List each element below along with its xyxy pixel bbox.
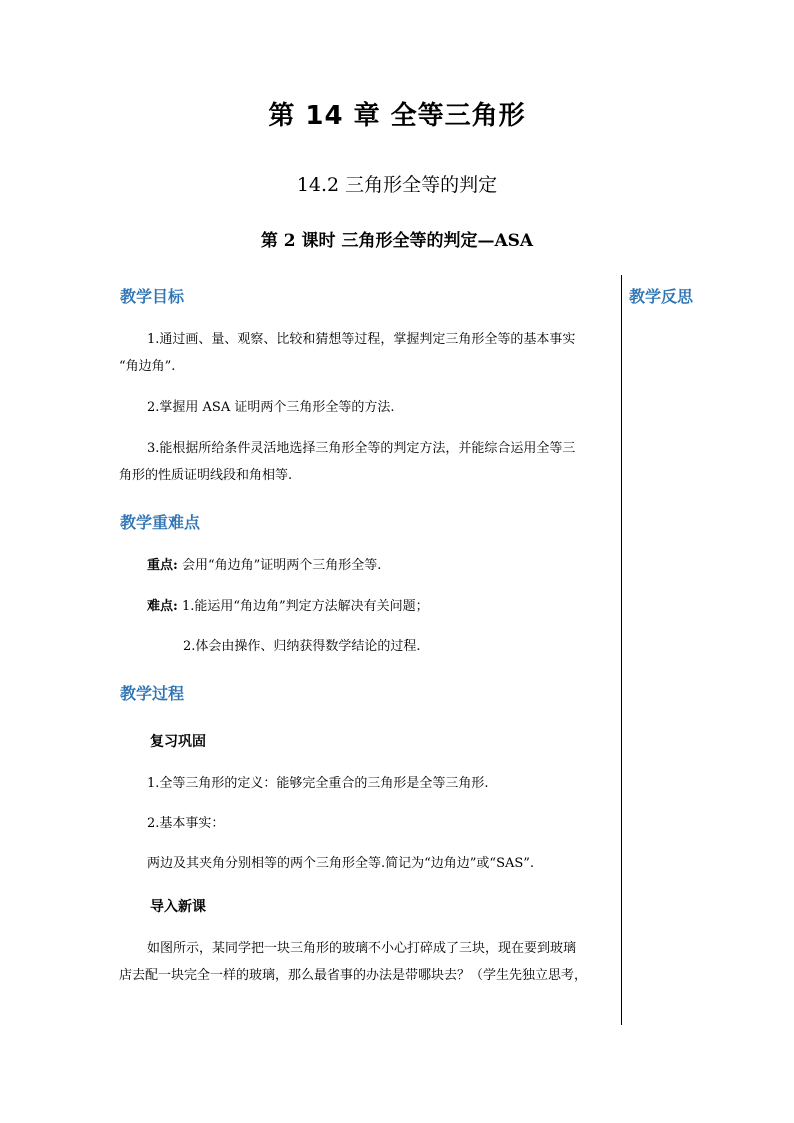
review-title: 复习巩固 — [150, 734, 206, 750]
key-point-line — [147, 556, 381, 576]
key-point-text: 会用“角边角”证明两个三角形全等. — [177, 558, 382, 573]
page-title: 第 14 章 全等三角形 — [268, 101, 526, 131]
review-item-3: 两边及其夹角分别相等的两个三角形全等.简记为“边角边”或“SAS”. — [147, 856, 535, 871]
difficulty-text-1: 1.能运用“角边角”判定方法解决有关问题； — [177, 599, 429, 614]
intro-line-2: 店去配一块完全一样的玻璃，那么最省事的办法是带哪块去？（学生先独立思考， — [119, 968, 588, 983]
objective-1-line2: “角边角”. — [119, 359, 176, 374]
difficulty-label: 难点: — [147, 599, 178, 614]
objective-2: 2.掌握用 ASA 证明两个三角形全等的方法. — [147, 400, 395, 415]
section-title: 14.2 三角形全等的判定 — [296, 174, 498, 196]
difficulty-line — [147, 597, 429, 617]
review-item-1: 1.全等三角形的定义：能够完全重合的三角形是全等三角形. — [147, 776, 489, 791]
review-item-2: 2.基本事实： — [147, 816, 225, 831]
intro-title: 导入新课 — [150, 899, 206, 915]
objectives-heading: 教学目标 — [120, 287, 185, 306]
objective-3-line2: 角形的性质证明线段和角相等. — [119, 468, 293, 483]
key-point-label: 重点: — [147, 558, 178, 573]
process-heading: 教学过程 — [120, 684, 185, 703]
objective-1-line1: 1.通过画、量、观察、比较和猜想等过程，掌握判定三角形全等的基本事实 — [147, 332, 576, 347]
difficulty-text-2: 2.体会由操作、归纳获得数学结论的过程. — [183, 639, 421, 654]
objective-3-line1: 3.能根据所给条件灵活地选择三角形全等的判定方法，并能综合运用全等三 — [147, 441, 576, 456]
lesson-title: 第 2 课时 三角形全等的判定—ASA — [260, 231, 534, 251]
intro-line-1: 如图所示，某同学把一块三角形的玻璃不小心打碎成了三块，现在要到玻璃 — [147, 941, 577, 956]
key-points-heading: 教学重难点 — [120, 513, 201, 532]
column-divider — [621, 275, 622, 1025]
reflection-heading: 教学反思 — [629, 287, 694, 306]
